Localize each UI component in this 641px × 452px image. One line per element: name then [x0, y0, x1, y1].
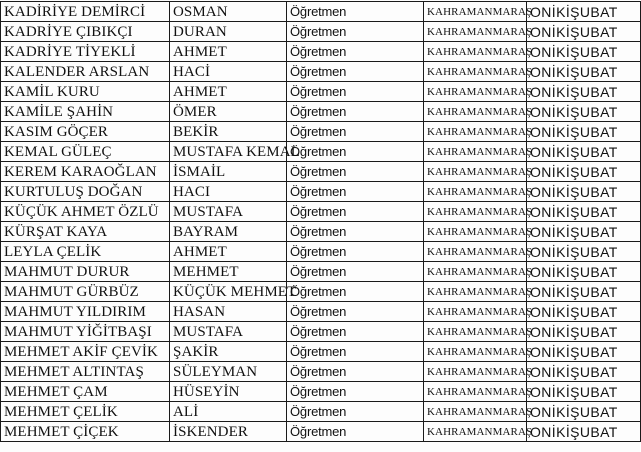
- city-cell: KAHRAMANMARAŞ: [424, 122, 527, 142]
- table-row: [1, 262, 641, 282]
- district-cell: ONİKİŞUBAT: [527, 162, 641, 182]
- job-title-cell: Öğretmen: [287, 402, 424, 422]
- table-row: [1, 162, 641, 182]
- job-title-cell: Öğretmen: [287, 42, 424, 62]
- district-cell: ONİKİŞUBAT: [527, 362, 641, 382]
- job-title-cell: Öğretmen: [287, 102, 424, 122]
- city-cell: KAHRAMANMARAŞ: [424, 302, 527, 322]
- job-title-cell: Öğretmen: [287, 362, 424, 382]
- job-title-cell: Öğretmen: [287, 282, 424, 302]
- district-cell: ONİKİŞUBAT: [527, 262, 641, 282]
- job-title-cell: Öğretmen: [287, 82, 424, 102]
- district-cell: ONİKİŞUBAT: [527, 342, 641, 362]
- district-cell: ONİKİŞUBAT: [527, 82, 641, 102]
- person-name-cell: MEHMET ÇİÇEK: [1, 422, 170, 442]
- father-name-cell: BEKİR: [170, 122, 287, 142]
- table-row: [1, 62, 641, 82]
- person-name-cell: MAHMUT GÜRBÜZ: [1, 282, 170, 302]
- district-cell: ONİKİŞUBAT: [527, 2, 641, 22]
- city-cell: KAHRAMANMARAŞ: [424, 262, 527, 282]
- city-cell: KAHRAMANMARAŞ: [424, 182, 527, 202]
- job-title-cell: Öğretmen: [287, 202, 424, 222]
- table-row: [1, 322, 641, 342]
- district-cell: ONİKİŞUBAT: [527, 62, 641, 82]
- table-row: [1, 202, 641, 222]
- father-name-cell: HASAN: [170, 302, 287, 322]
- city-cell: KAHRAMANMARAŞ: [424, 22, 527, 42]
- father-name-cell: BAYRAM: [170, 222, 287, 242]
- father-name-cell: AHMET: [170, 42, 287, 62]
- person-name-cell: MEHMET ÇAM: [1, 382, 170, 402]
- table-row: [1, 222, 641, 242]
- job-title-cell: Öğretmen: [287, 162, 424, 182]
- table-row: [1, 382, 641, 402]
- district-cell: ONİKİŞUBAT: [527, 302, 641, 322]
- city-cell: KAHRAMANMARAŞ: [424, 422, 527, 442]
- job-title-cell: Öğretmen: [287, 382, 424, 402]
- father-name-cell: MUSTAFA: [170, 322, 287, 342]
- job-title-cell: Öğretmen: [287, 242, 424, 262]
- district-cell: ONİKİŞUBAT: [527, 122, 641, 142]
- city-cell: KAHRAMANMARAŞ: [424, 222, 527, 242]
- job-title-cell: Öğretmen: [287, 22, 424, 42]
- person-name-cell: KAMİLE ŞAHİN: [1, 102, 170, 122]
- person-name-cell: MEHMET ÇELİK: [1, 402, 170, 422]
- city-cell: KAHRAMANMARAŞ: [424, 282, 527, 302]
- personnel-table: [0, 1, 641, 442]
- district-cell: ONİKİŞUBAT: [527, 22, 641, 42]
- person-name-cell: KADRİYE TİYEKLİ: [1, 42, 170, 62]
- father-name-cell: İSKENDER: [170, 422, 287, 442]
- table-row: [1, 142, 641, 162]
- job-title-cell: Öğretmen: [287, 262, 424, 282]
- table-row: [1, 342, 641, 362]
- district-cell: ONİKİŞUBAT: [527, 242, 641, 262]
- district-cell: ONİKİŞUBAT: [527, 402, 641, 422]
- person-name-cell: KADRİYE ÇIBIKÇI: [1, 22, 170, 42]
- district-cell: ONİKİŞUBAT: [527, 182, 641, 202]
- table-row: [1, 282, 641, 302]
- father-name-cell: ALİ: [170, 402, 287, 422]
- job-title-cell: Öğretmen: [287, 142, 424, 162]
- city-cell: KAHRAMANMARAŞ: [424, 382, 527, 402]
- city-cell: KAHRAMANMARAŞ: [424, 242, 527, 262]
- father-name-cell: DURAN: [170, 22, 287, 42]
- person-name-cell: MAHMUT YİĞİTBAŞI: [1, 322, 170, 342]
- job-title-cell: Öğretmen: [287, 122, 424, 142]
- father-name-cell: SÜLEYMAN: [170, 362, 287, 382]
- job-title-cell: Öğretmen: [287, 302, 424, 322]
- person-name-cell: LEYLA ÇELİK: [1, 242, 170, 262]
- district-cell: ONİKİŞUBAT: [527, 202, 641, 222]
- father-name-cell: HACI: [170, 182, 287, 202]
- job-title-cell: Öğretmen: [287, 182, 424, 202]
- father-name-cell: AHMET: [170, 242, 287, 262]
- district-cell: ONİKİŞUBAT: [527, 42, 641, 62]
- father-name-cell: HACİ: [170, 62, 287, 82]
- city-cell: KAHRAMANMARAŞ: [424, 62, 527, 82]
- job-title-cell: Öğretmen: [287, 322, 424, 342]
- table-row: [1, 402, 641, 422]
- father-name-cell: ÖMER: [170, 102, 287, 122]
- person-name-cell: MEHMET AKİF ÇEVİK: [1, 342, 170, 362]
- city-cell: KAHRAMANMARAŞ: [424, 362, 527, 382]
- father-name-cell: OSMAN: [170, 2, 287, 22]
- person-name-cell: KEMAL GÜLEÇ: [1, 142, 170, 162]
- job-title-cell: Öğretmen: [287, 222, 424, 242]
- person-name-cell: KEREM KARAOĞLAN: [1, 162, 170, 182]
- city-cell: KAHRAMANMARAŞ: [424, 2, 527, 22]
- table-row: [1, 82, 641, 102]
- table-row: [1, 42, 641, 62]
- city-cell: KAHRAMANMARAŞ: [424, 142, 527, 162]
- father-name-cell: MUSTAFA: [170, 202, 287, 222]
- table-row: [1, 302, 641, 322]
- district-cell: ONİKİŞUBAT: [527, 282, 641, 302]
- table-row: [1, 362, 641, 382]
- job-title-cell: Öğretmen: [287, 422, 424, 442]
- father-name-cell: MUSTAFA KEMAL: [170, 142, 287, 162]
- person-name-cell: KAMİL KURU: [1, 82, 170, 102]
- table-row: [1, 422, 641, 442]
- city-cell: KAHRAMANMARAŞ: [424, 102, 527, 122]
- father-name-cell: MEHMET: [170, 262, 287, 282]
- person-name-cell: KASIM GÖÇER: [1, 122, 170, 142]
- job-title-cell: Öğretmen: [287, 2, 424, 22]
- person-name-cell: MAHMUT YILDIRIM: [1, 302, 170, 322]
- district-cell: ONİKİŞUBAT: [527, 142, 641, 162]
- father-name-cell: HÜSEYİN: [170, 382, 287, 402]
- city-cell: KAHRAMANMARAŞ: [424, 202, 527, 222]
- father-name-cell: KÜÇÜK MEHMET: [170, 282, 287, 302]
- district-cell: ONİKİŞUBAT: [527, 322, 641, 342]
- table-row: [1, 102, 641, 122]
- person-name-cell: MAHMUT DURUR: [1, 262, 170, 282]
- district-cell: ONİKİŞUBAT: [527, 222, 641, 242]
- district-cell: ONİKİŞUBAT: [527, 422, 641, 442]
- father-name-cell: AHMET: [170, 82, 287, 102]
- city-cell: KAHRAMANMARAŞ: [424, 402, 527, 422]
- job-title-cell: Öğretmen: [287, 62, 424, 82]
- city-cell: KAHRAMANMARAŞ: [424, 342, 527, 362]
- city-cell: KAHRAMANMARAŞ: [424, 322, 527, 342]
- district-cell: ONİKİŞUBAT: [527, 382, 641, 402]
- person-name-cell: KÜRŞAT KAYA: [1, 222, 170, 242]
- person-name-cell: KURTULUŞ DOĞAN: [1, 182, 170, 202]
- person-name-cell: KÜÇÜK AHMET ÖZLÜ: [1, 202, 170, 222]
- table-row: [1, 122, 641, 142]
- father-name-cell: İSMAİL: [170, 162, 287, 182]
- district-cell: ONİKİŞUBAT: [527, 102, 641, 122]
- city-cell: KAHRAMANMARAŞ: [424, 162, 527, 182]
- city-cell: KAHRAMANMARAŞ: [424, 42, 527, 62]
- father-name-cell: ŞAKİR: [170, 342, 287, 362]
- person-name-cell: KADİRİYE DEMİRCİ: [1, 2, 170, 22]
- person-name-cell: MEHMET ALTINTAŞ: [1, 362, 170, 382]
- table-row: [1, 2, 641, 22]
- person-name-cell: KALENDER ARSLAN: [1, 62, 170, 82]
- table-row: [1, 242, 641, 262]
- city-cell: KAHRAMANMARAŞ: [424, 82, 527, 102]
- table-row: [1, 22, 641, 42]
- personnel-table-body: [1, 2, 641, 442]
- table-row: [1, 182, 641, 202]
- job-title-cell: Öğretmen: [287, 342, 424, 362]
